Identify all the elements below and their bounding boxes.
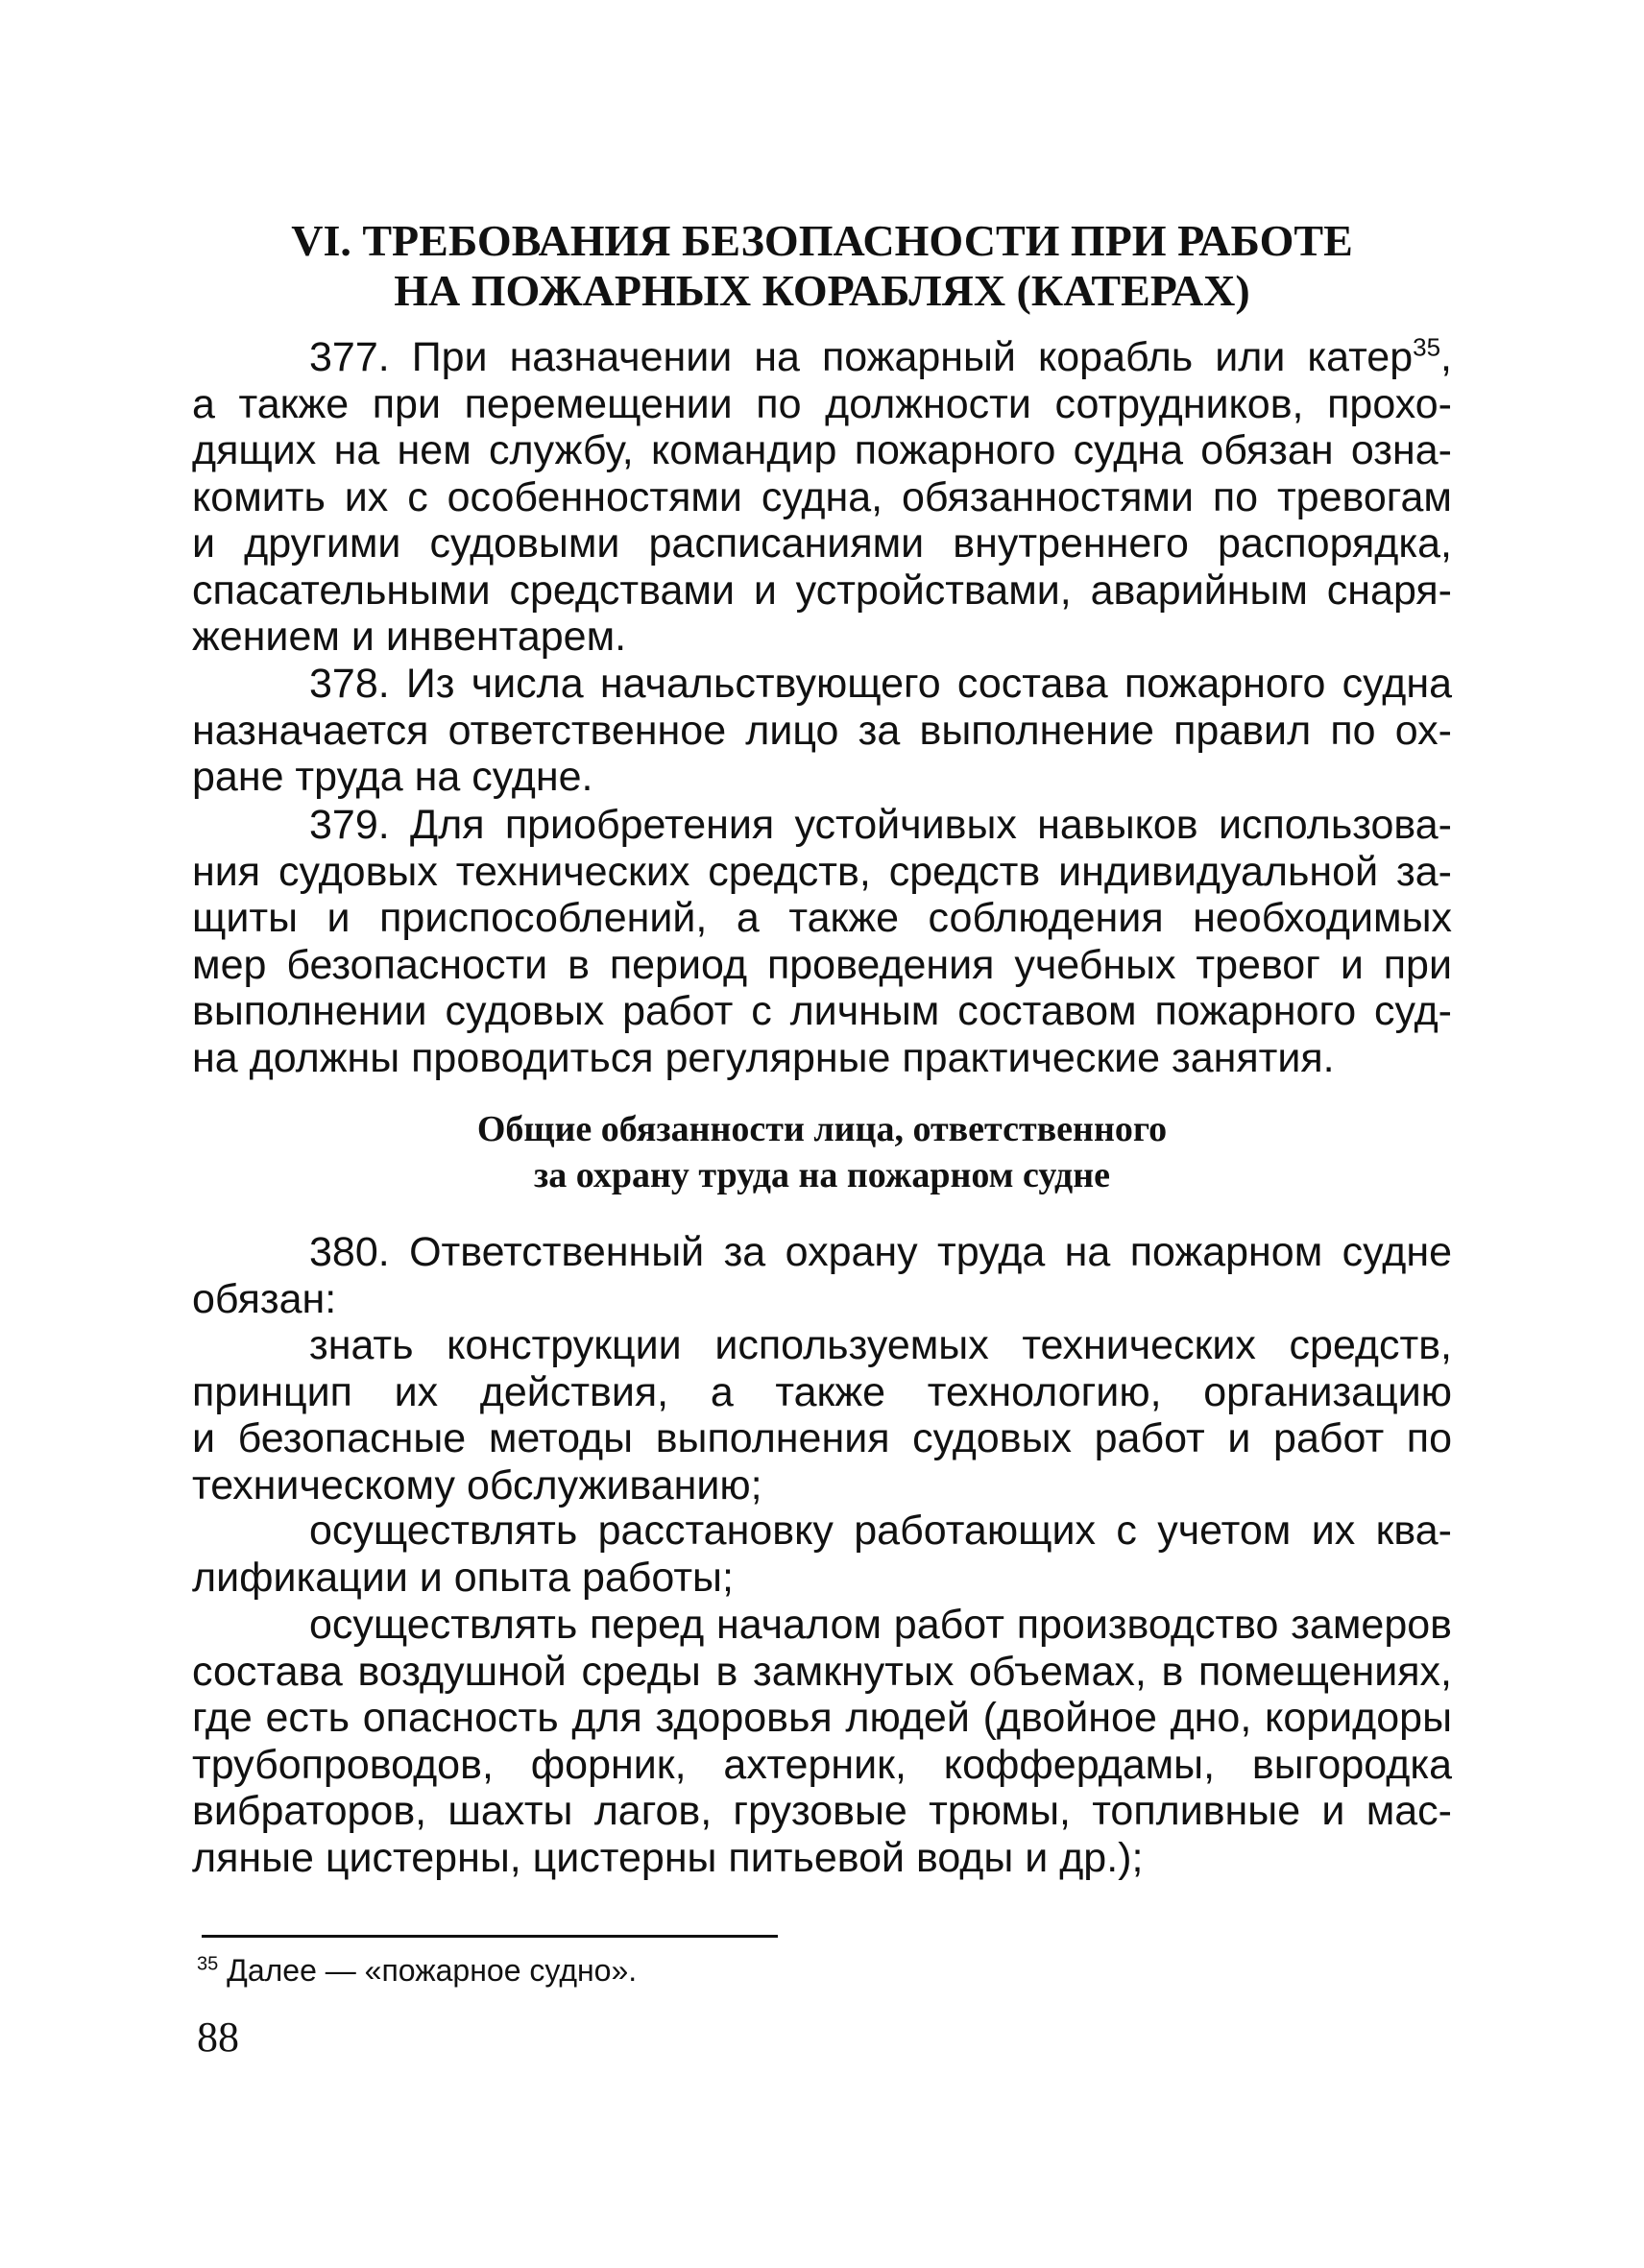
subsection-title — [192, 1106, 1452, 1198]
paragraph-line: техническому обслуживанию; — [192, 1461, 762, 1508]
paragraph-line: ляные цистерны, цистерны питьевой воды и др.); — [192, 1834, 1144, 1881]
paragraph-line: осуществлять расстановку работающих с учетом их ква- — [309, 1508, 1452, 1554]
paragraph-line: обязан: — [192, 1275, 337, 1322]
paragraph-line: 380. Ответственный за охрану труда на пожарном судне — [309, 1229, 1452, 1275]
paragraph-line: и другими судовыми расписаниями внутреннего распорядка, — [192, 520, 1452, 567]
paragraph-379 — [192, 802, 1452, 1081]
paragraph-line: ния судовых технических средств, средств индивидуальной за- — [192, 848, 1452, 895]
paragraph-text: , — [1440, 334, 1452, 380]
duty-item-2 — [192, 1508, 1452, 1601]
paragraph-line: ране труда на судне. — [192, 754, 593, 800]
paragraph-377 — [192, 334, 1452, 661]
section-title — [192, 216, 1452, 316]
paragraph-line: на должны проводиться регулярные практические занятия. — [192, 1034, 1335, 1081]
paragraph-line: мер безопасности в период проведения учебных тревог и при — [192, 941, 1452, 988]
subsection-title-line: Общие обязанности лица, ответственного — [476, 1109, 1168, 1149]
paragraph-380 — [192, 1229, 1452, 1322]
page-number: 88 — [197, 2014, 239, 2061]
footnote-separator — [202, 1935, 778, 1938]
paragraph-line: осуществлять перед началом работ производство замеров — [309, 1602, 1452, 1648]
footnote-reference: 35 — [1413, 332, 1441, 362]
paragraph-text: 377. При назначении на пожарный корабль или катер — [309, 334, 1414, 380]
paragraph-line: лификации и опыта работы; — [192, 1554, 734, 1601]
paragraph-line: вибраторов, шахты лагов, грузовые трюмы, топливные и мас- — [192, 1788, 1452, 1834]
paragraph-line: принцип их действия, а также технологию, организацию — [192, 1368, 1452, 1415]
paragraph-line: где есть опасность для здоровья людей (двойное дно, коридоры — [192, 1695, 1452, 1741]
footnote — [197, 1951, 637, 1990]
paragraph-line: жением и инвентарем. — [192, 614, 627, 660]
paragraph-line: спасательными средствами и устройствами, аварийным снаря- — [192, 567, 1452, 614]
paragraph-line: 378. Из числа начальствующего состава пожарного судна — [309, 661, 1452, 707]
duty-item-1 — [192, 1322, 1452, 1508]
subsection-title-line: за охрану труда на пожарном судне — [534, 1155, 1110, 1195]
footnote-marker: 35 — [197, 1953, 219, 1975]
paragraph-line: трубопроводов, форник, ахтерник, коффердамы, выгородка — [192, 1741, 1452, 1788]
paragraph-line — [192, 334, 1452, 381]
paragraph-378 — [192, 661, 1452, 801]
paragraph-line: дящих на нем службу, командир пожарного судна обязан озна- — [192, 427, 1452, 473]
paragraph-line: выполнении судовых работ с личным составом пожарного суд- — [192, 988, 1452, 1034]
paragraph-line: состава воздушной среды в замкнутых объемах, в помещениях, — [192, 1648, 1452, 1695]
paragraph-line: а также при перемещении по должности сотрудников, прохо- — [192, 380, 1452, 427]
paragraph-line: назначается ответственное лицо за выполнение правил по ох- — [192, 707, 1452, 754]
paragraph-line: и безопасные методы выполнения судовых работ и работ по — [192, 1415, 1452, 1461]
section-title-line: VI. ТРЕБОВАНИЯ БЕЗОПАСНОСТИ ПРИ РАБОТЕ — [291, 216, 1353, 265]
footnote-text: Далее — «пожарное судно». — [218, 1953, 638, 1988]
duty-item-3 — [192, 1602, 1452, 1881]
paragraph-line: комить их с особенностями судна, обязанностями по тревогам — [192, 473, 1452, 520]
paragraph-line: 379. Для приобретения устойчивых навыков использова- — [309, 802, 1452, 848]
paragraph-line: знать конструкции используемых технических средств, — [309, 1322, 1452, 1368]
paragraph-line: щиты и приспособлений, а также соблюдения необходимых — [192, 895, 1452, 941]
section-title-line: НА ПОЖАРНЫХ КОРАБЛЯХ (КАТЕРАХ) — [394, 266, 1250, 315]
